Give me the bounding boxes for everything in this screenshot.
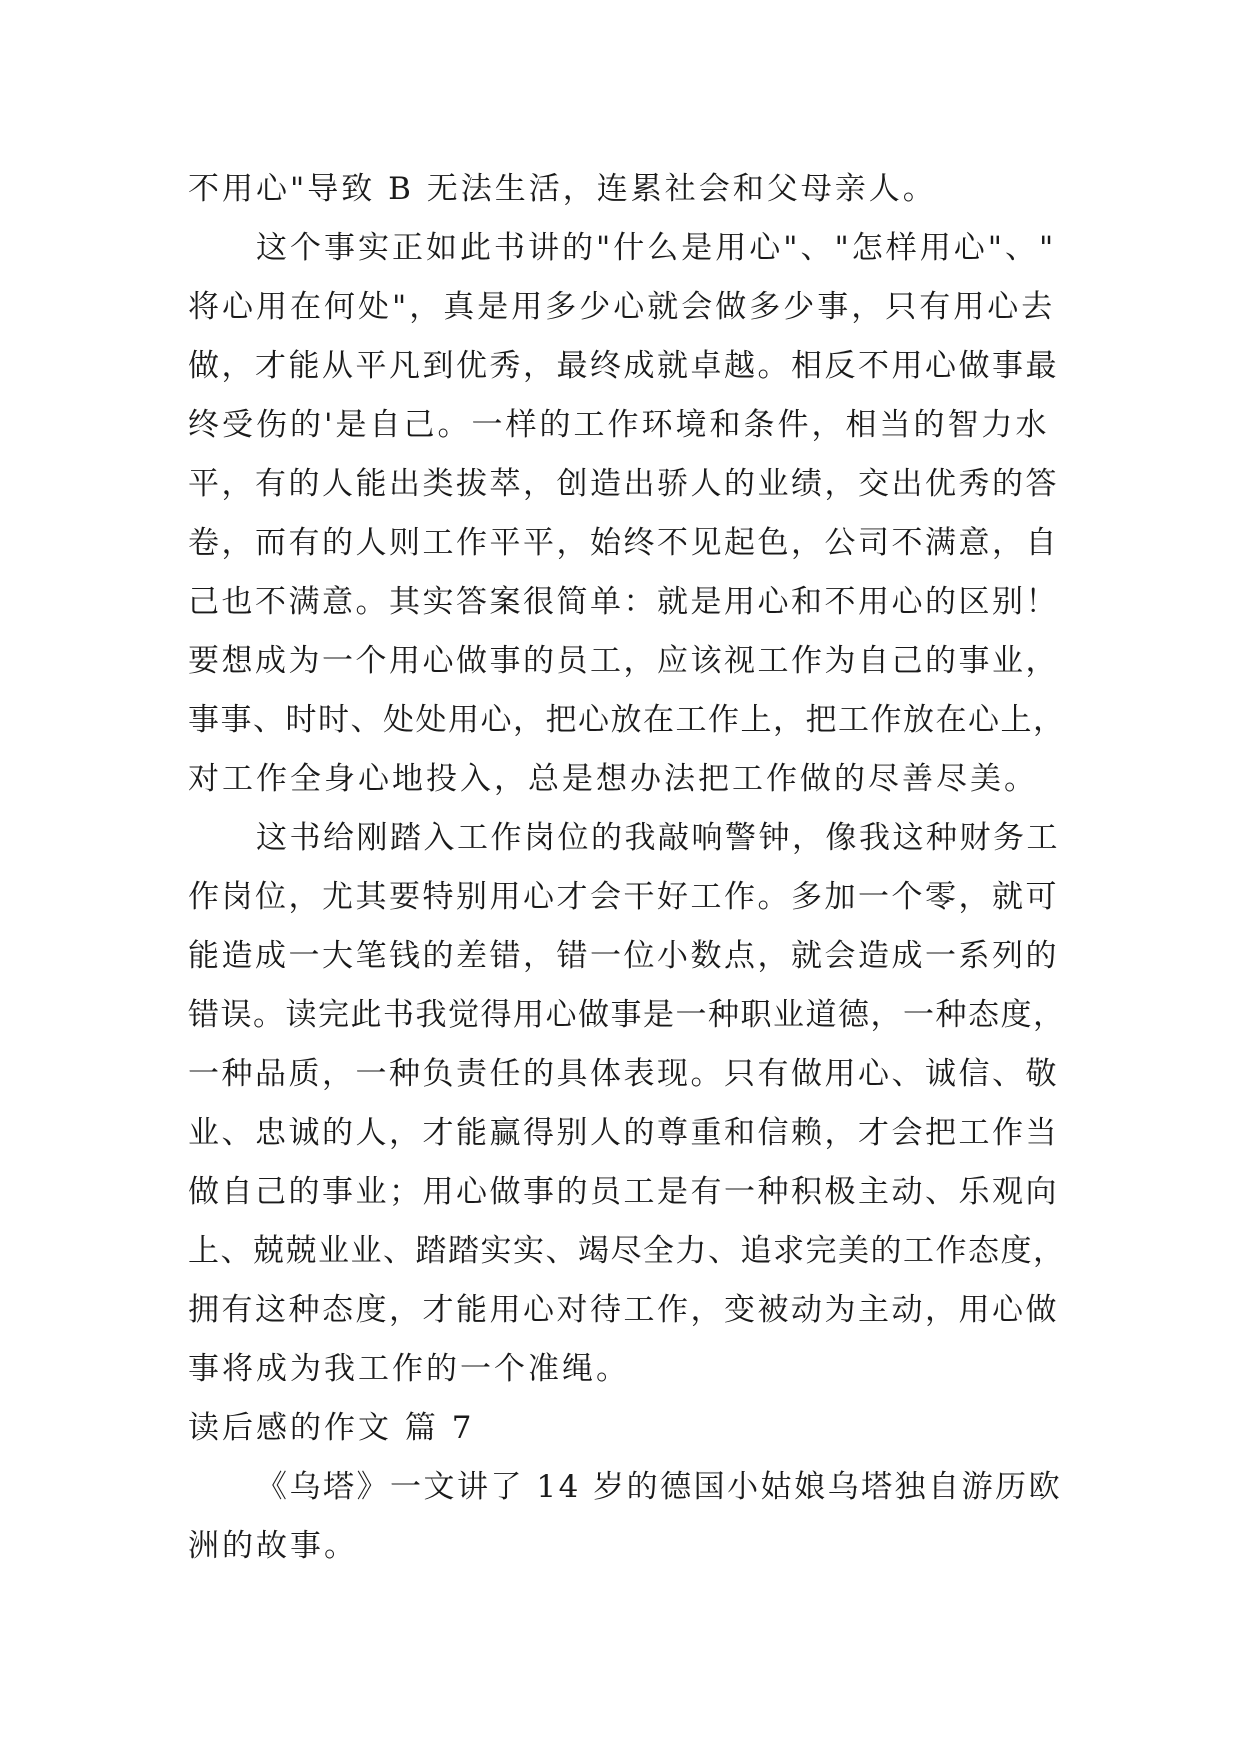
text-line: 事将成为我工作的一个准绳。: [188, 1351, 630, 1387]
text-line: 错误。读完此书我觉得用心做事是一种职业道德，一种态度，: [188, 997, 1066, 1033]
text-line: 要想成为一个用心做事的员工，应该视工作为自己的事业，: [188, 643, 1059, 679]
text-line: 平，有的人能出类拔萃，创造出骄人的业绩，交出优秀的答: [188, 466, 1059, 502]
text-line: 作岗位，尤其要特别用心才会干好工作。多加一个零，就可: [188, 879, 1059, 915]
text-line: 拥有这种态度，才能用心对待工作，变被动为主动，用心做: [188, 1292, 1059, 1328]
text-line: 将心用在何处"，真是用多少心就会做多少事，只有用心去: [188, 289, 1056, 325]
text-line: 对工作全身心地投入，总是想办法把工作做的尽善尽美。: [188, 761, 1038, 797]
section-heading: 读后感的作文 篇 7: [188, 1410, 475, 1446]
text-line: 卷，而有的人则工作平平，始终不见起色，公司不满意，自: [188, 525, 1059, 561]
text-line: 《乌塔》一文讲了 14 岁的德国小姑娘乌塔独自游历欧: [256, 1469, 1063, 1505]
text-line: 一种品质，一种负责任的具体表现。只有做用心、诚信、敬: [188, 1056, 1059, 1092]
text-line: 做自己的事业；用心做事的员工是有一种积极主动、乐观向: [188, 1174, 1059, 1210]
text-line: 不用心"导致 B 无法生活，连累社会和父母亲人。: [188, 171, 937, 207]
text-line: 上、兢兢业业、踏踏实实、竭尽全力、追求完美的工作态度，: [188, 1233, 1066, 1269]
text-line: 能造成一大笔钱的差错，错一位小数点，就会造成一系列的: [188, 938, 1059, 974]
text-line: 洲的故事。: [188, 1528, 358, 1564]
text-line: 事事、时时、处处用心，把心放在工作上，把工作放在心上，: [188, 702, 1066, 738]
text-line: 终受伤的'是自己。一样的工作环境和条件，相当的智力水: [188, 407, 1050, 443]
document-body: [188, 160, 1068, 1576]
text-line: 这个事实正如此书讲的"什么是用心"、"怎样用心"、": [256, 230, 1057, 266]
text-line: 业、忠诚的人，才能赢得别人的尊重和信赖，才会把工作当: [188, 1115, 1059, 1151]
text-line: 做，才能从平凡到优秀，最终成就卓越。相反不用心做事最: [188, 348, 1059, 384]
text-line: 己也不满意。其实答案很简单：就是用心和不用心的区别！: [188, 584, 1059, 620]
text-line: 这书给刚踏入工作岗位的我敲响警钟，像我这种财务工: [256, 820, 1060, 856]
